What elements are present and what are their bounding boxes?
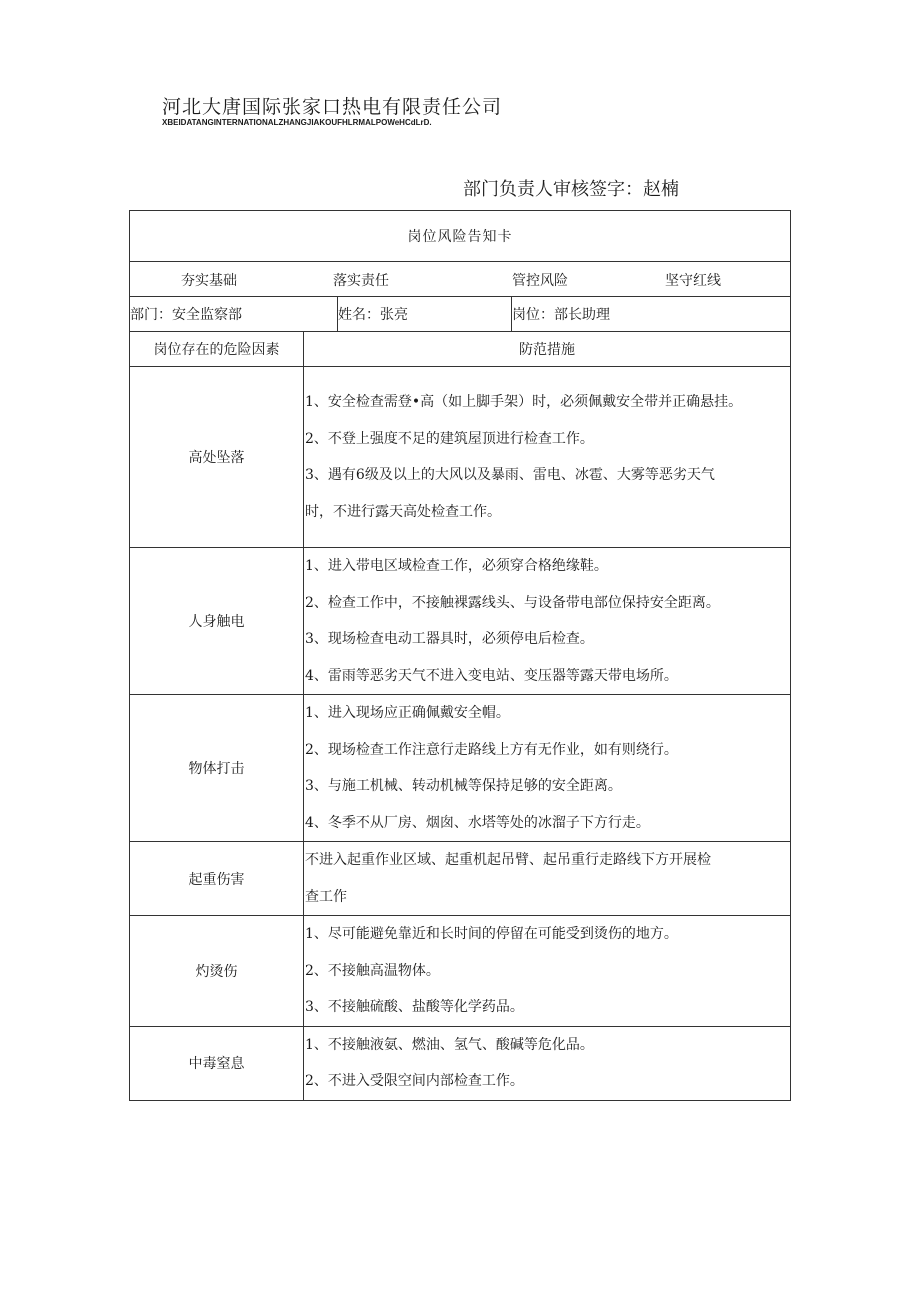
name-field: 姓名：张亮 bbox=[338, 297, 512, 332]
measure-item: 2、不登上强度不足的建筑屋顶进行检查工作。 bbox=[305, 430, 594, 447]
measure-item: 2、不接触高温物体。 bbox=[305, 962, 440, 979]
hazard-name: 人身触电 bbox=[130, 548, 304, 695]
department-field: 部门：安全监察部 bbox=[130, 297, 338, 332]
table-row bbox=[130, 1026, 791, 1100]
company-name-en: XBEIDATANGINTERNATIONALZHANGJIAKOUFHLRMALPOWeHCdLrD. bbox=[162, 118, 432, 127]
motto-item: 坚守红线 bbox=[665, 273, 721, 289]
card-title: 岗位风险告知卡 bbox=[130, 211, 791, 262]
measure-item: 4、雷雨等恶劣天气不进入变电站、变压器等露天带电场所。 bbox=[305, 667, 678, 684]
motto-item: 管控风险 bbox=[512, 273, 568, 289]
hazard-name: 高处坠落 bbox=[130, 367, 304, 548]
measures-column-header: 防范措施 bbox=[304, 332, 791, 367]
measures-cell bbox=[304, 548, 791, 695]
signature-name: 赵楠 bbox=[643, 179, 679, 200]
table-row bbox=[130, 367, 791, 548]
measure-item: 时，不进行露天高处检查工作。 bbox=[305, 503, 501, 520]
measure-item: 3、遇有6级及以上的大风以及暴雨、雷电、冰雹、大雾等恶劣天气 bbox=[305, 467, 715, 483]
motto-item: 落实责任 bbox=[333, 273, 389, 289]
measure-item: 1、安全检查需登•高（如上脚手架）时，必须佩戴安全带并正确悬挂。 bbox=[305, 394, 743, 410]
measure-item: 1、不接触液氨、燃油、氢气、酸碱等危化品。 bbox=[305, 1036, 594, 1053]
hazard-name: 灼烫伤 bbox=[130, 916, 304, 1027]
measure-item: 不进入起重作业区域、起重机起吊臂、起吊重行走路线下方开展检 bbox=[305, 852, 711, 868]
measure-item: 3、现场检查电动工器具时，必须停电后检查。 bbox=[305, 631, 594, 647]
hazard-name: 起重伤害 bbox=[130, 842, 304, 916]
measure-item: 查工作 bbox=[305, 888, 347, 905]
hazard-column-header: 岗位存在的危险因素 bbox=[130, 332, 304, 367]
measure-item: 3、与施工机械、转动机械等保持足够的安全距离。 bbox=[305, 778, 622, 794]
measures-cell bbox=[304, 916, 791, 1027]
motto-row bbox=[130, 262, 791, 297]
measures-cell bbox=[304, 367, 791, 548]
measures-cell bbox=[304, 1026, 791, 1100]
table-row bbox=[130, 548, 791, 695]
measures-cell bbox=[304, 695, 791, 842]
measure-item: 2、不进入受限空间内部检查工作。 bbox=[305, 1073, 524, 1089]
measures-cell bbox=[304, 842, 791, 916]
hazard-name: 物体打击 bbox=[130, 695, 304, 842]
signature-label: 部门负责人审核签字： bbox=[463, 179, 643, 200]
measure-item: 2、现场检查工作注意行走路线上方有无作业，如有则绕行。 bbox=[305, 741, 678, 758]
company-name-cn: 河北大唐国际张家口热电有限责任公司 bbox=[162, 96, 503, 118]
measure-item: 1、进入带电区域检查工作，必须穿合格绝缘鞋。 bbox=[305, 558, 608, 574]
position-field: 岗位：部长助理 bbox=[512, 297, 791, 332]
measure-item: 2、检查工作中，不接触裸露线头、与设备带电部位保持安全距离。 bbox=[305, 594, 720, 611]
motto-item: 夯实基础 bbox=[181, 273, 237, 289]
measure-item: 1、尽可能避免靠近和长时间的停留在可能受到烫伤的地方。 bbox=[305, 926, 678, 942]
table-row bbox=[130, 916, 791, 1027]
measure-item: 1、进入现场应正确佩戴安全帽。 bbox=[305, 705, 510, 721]
table-row bbox=[130, 842, 791, 916]
measure-item: 3、不接触硫酸、盐酸等化学药品。 bbox=[305, 999, 524, 1015]
risk-notice-card bbox=[129, 210, 791, 1101]
approval-signature bbox=[463, 175, 679, 201]
hazard-name: 中毒窒息 bbox=[130, 1026, 304, 1100]
measure-item: 4、冬季不从厂房、烟囱、水塔等处的冰溜子下方行走。 bbox=[305, 814, 650, 831]
table-row bbox=[130, 695, 791, 842]
